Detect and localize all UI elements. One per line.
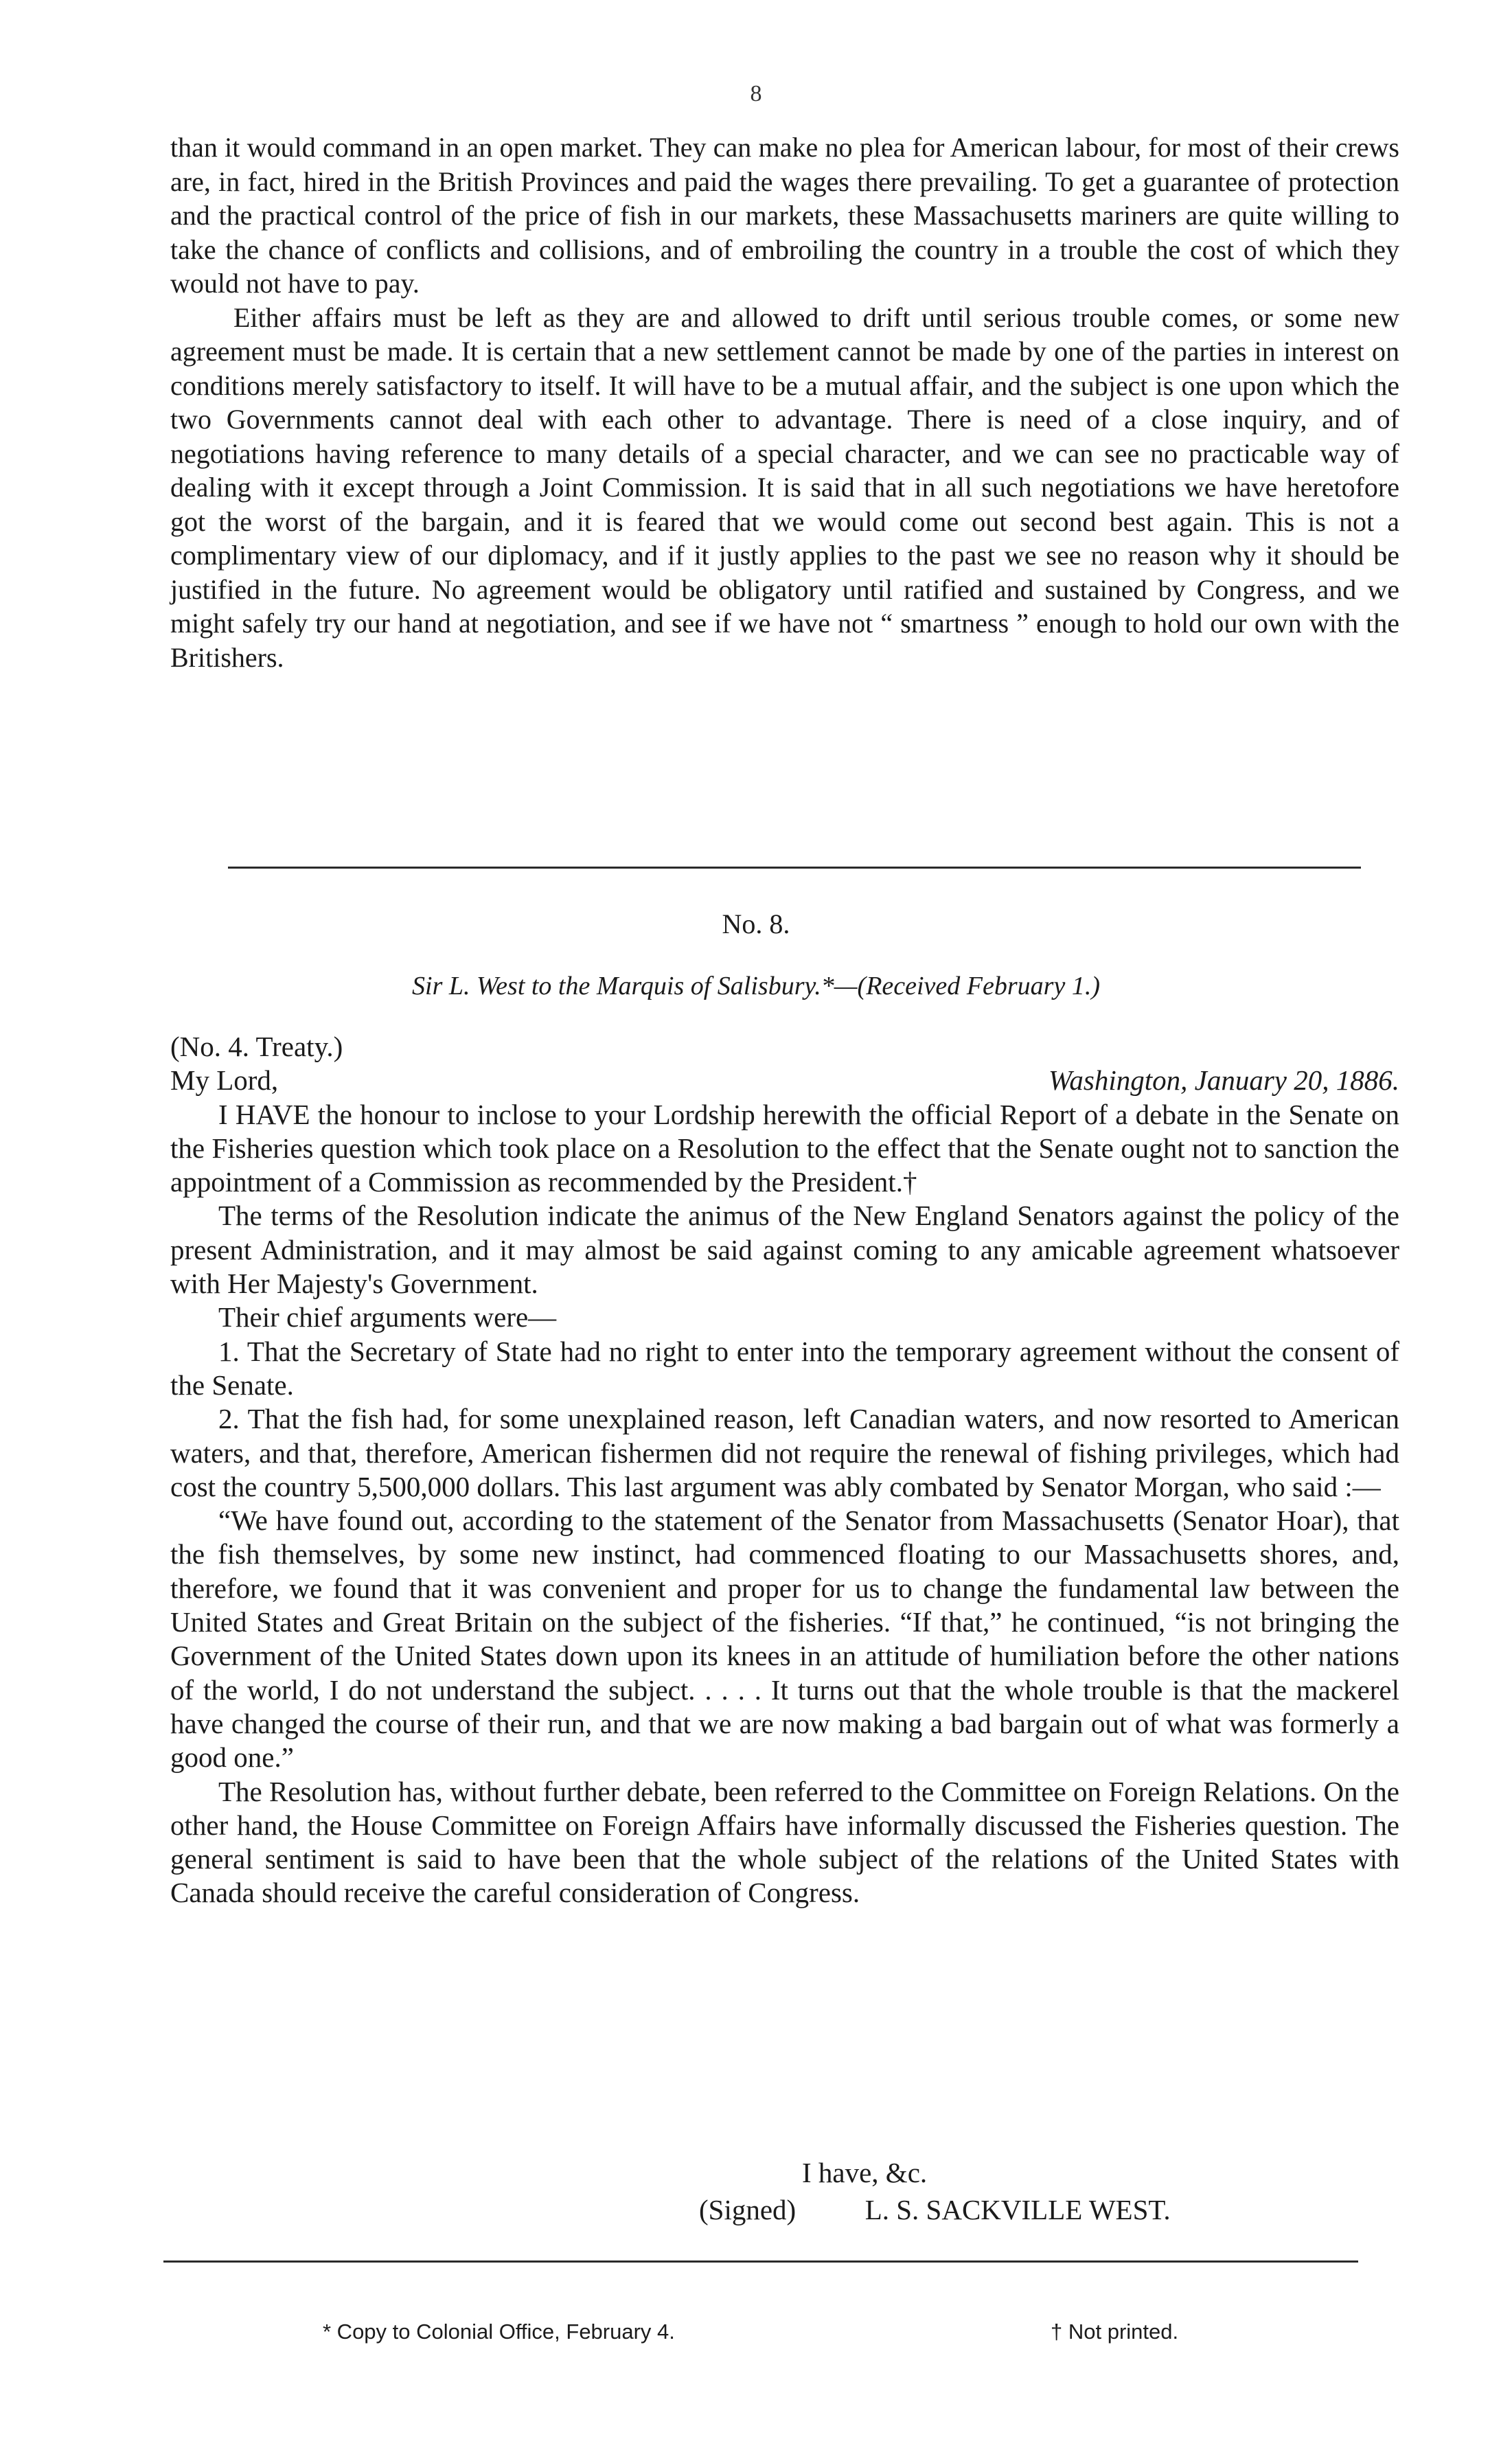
closing-block — [170, 2156, 1399, 2226]
salutation-row — [170, 1064, 1399, 1097]
dispatch-body — [170, 1030, 1399, 1910]
paragraph: than it would command in an open market. They can make no plea for American labour, for most of their crews are, in fact, hired in the British Provinces and paid the wages there prevailing. To get a guarantee of protection and the practical control of the price of fish in our markets, these Massachusetts mariners are quite willing to take the chance of conflicts and collisions, and of embroiling the country in a trouble the cost of which they would not have to pay. — [170, 132, 1399, 299]
paragraph: Their chief arguments were— — [218, 1301, 557, 1333]
paragraph: I HAVE the honour to inclose to your Lordship herewith the official Report of a debate in the Senate on the Fisheries question which took place on a Resolution to the effect that the Senate ought not to sanction the appointment of a Commission as recommended by the President.† — [170, 1098, 1399, 1198]
footnote-2: † Not printed. — [1051, 2320, 1179, 2344]
section-divider — [228, 867, 1361, 869]
paragraph: The Resolution has, without further debate, been referred to the Committee on Foreign Relations. On the other hand, the House Committee on Foreign Affairs have informally discussed the Fisheries question. The general sentiment is said to have been that the whole subject of the relations of the United States with Canada should receive the careful consideration of Congress. — [170, 1775, 1399, 1909]
signature: L. S. SACKVILLE WEST. — [864, 2194, 1171, 2225]
footnote-1: * Copy to Colonial Office, February 4. — [323, 2320, 675, 2344]
closing: I have, &c. — [802, 2157, 928, 2188]
paragraph: The terms of the Resolution indicate the animus of the New England Senators against the policy of the present Administration, and it may almost be said against coming to any amicable agreement whatsoever with Her Majesty's Government. — [170, 1200, 1399, 1300]
footnote-divider — [163, 2260, 1358, 2263]
signed-label: (Signed) — [699, 2194, 797, 2225]
signature-line — [170, 2193, 1399, 2226]
page-number: 8 — [750, 81, 762, 106]
paragraph: 2. That the fish had, for some unexplained reason, left Canadian waters, and now resorted to American waters, and that, therefore, American fishermen did not require the renewal of fishing privileges, which had cost the country 5,500,000 dollars. This last argument was ably combated by Senator Morgan, who said :— — [170, 1403, 1399, 1502]
paragraph: 1. That the Secretary of State had no right to enter into the temporary agreement without the consent of the Senate. — [170, 1335, 1399, 1401]
paragraph: Either affairs must be left as they are and allowed to drift until serious trouble comes, or some new agreement must be made. It is certain that a new settlement cannot be made by one of the parties in interest on conditions merely satisfactory to itself. It will have to be a mutual affair, and the subject is one upon which the two Governments cannot deal with each other to advantage. There is need of a close inquiry, and of negotiations having reference to many details of a special character, and we can see no practicable way of dealing with it except through a Joint Commission. It is said that in all such negotiations we have heretofore got the worst of the bargain, and it is feared that we would come out second best again. This is not a complimentary view of our diplomacy, and if it justly applies to the past we see no reason why it should be justified in the future. No agreement would be obligatory until ratified and sustained by Congress, and we might safely try our hand at negotiation, and see if we have not “ smartness ” enough to hold our own with the Britishers. — [170, 301, 1399, 673]
article-continuation — [170, 130, 1399, 674]
dispatch-number: No. 8. — [722, 908, 790, 939]
quotation: “We have found out, according to the statement of the Senator from Massachusetts (Senator Hoar), that the fish themselves, by some new instinct, had commenced floating to our Massachusetts shores, and, therefore, we found that it was convenient and proper for us to change the fundamental law between the United States and Great Britain on the subject of the fisheries. “If that,” he continued, “is not bringing the Government of the United States down upon its knees in an attitude of humiliation before the other nations of the world, I do not understand the subject. . . . . It turns out that the whole trouble is that the mackerel have changed the course of their run, and that we are now making a bad bargain out of what was formerly a good one.” — [170, 1504, 1399, 1774]
dispatch-reference: (No. 4. Treaty.) — [170, 1031, 343, 1062]
salutation: My Lord, — [170, 1064, 279, 1097]
dispatch-subheading: Sir L. West to the Marquis of Salisbury.*—(Received February 1.) — [412, 972, 1100, 1000]
place-date: Washington, January 20, 1886. — [1049, 1064, 1399, 1097]
